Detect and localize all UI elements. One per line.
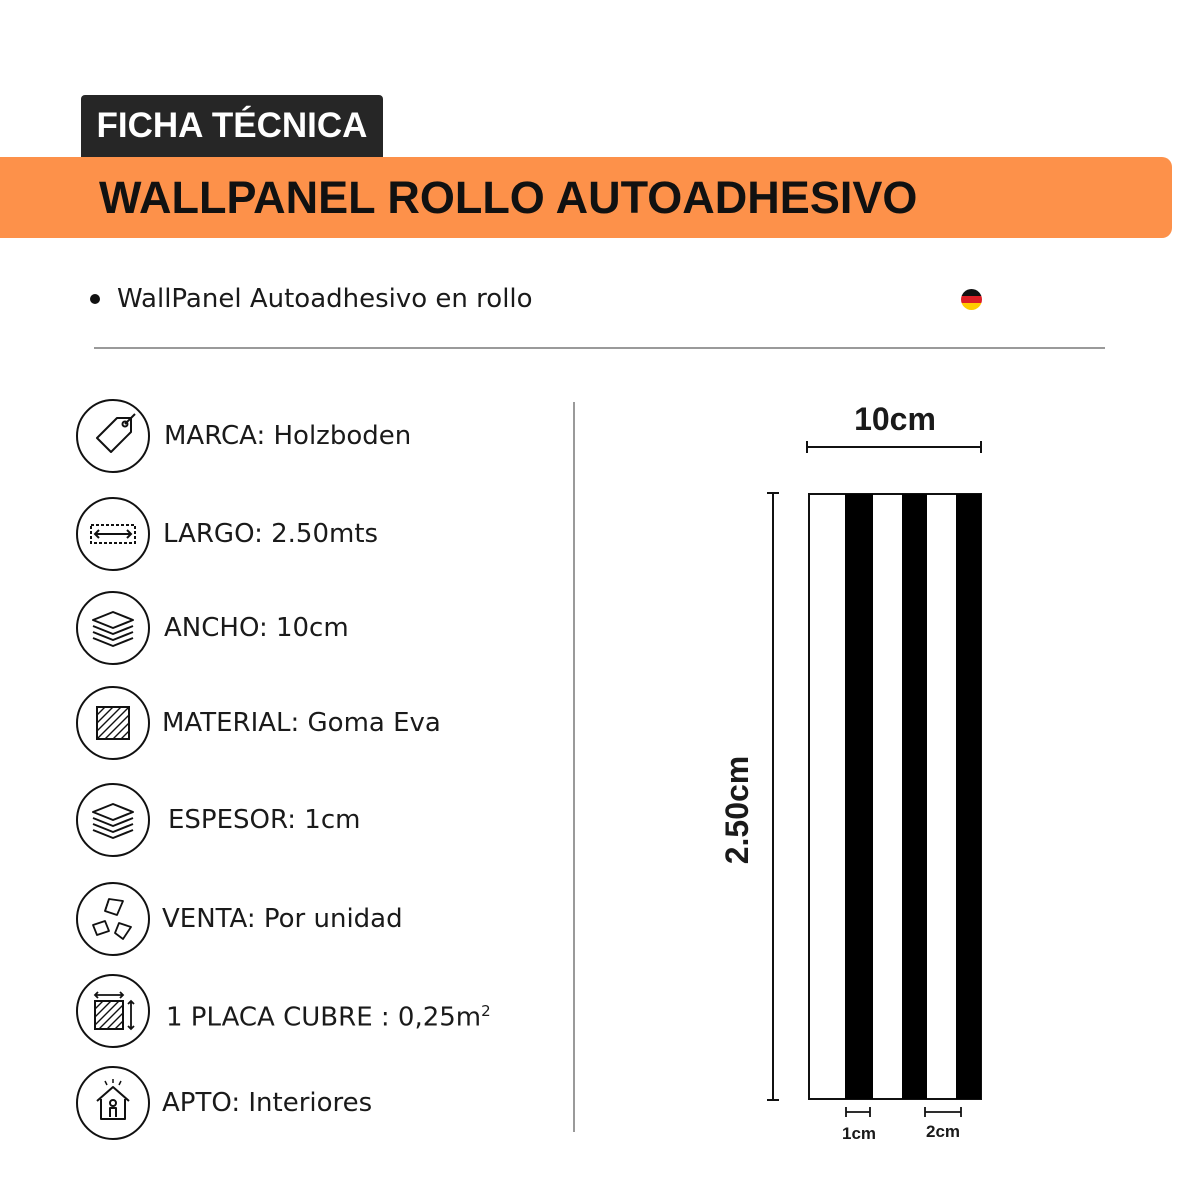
divider-vertical: [573, 402, 575, 1132]
ficha-tecnica-tag: FICHA TÉCNICA: [81, 95, 383, 157]
spec-item-cobertura: [76, 974, 556, 1050]
spec-item-apto: [76, 1066, 556, 1142]
length-measure-icon: [76, 497, 150, 571]
spec-item-largo: [76, 497, 556, 573]
spec-item-marca: [76, 399, 556, 475]
page-title: WALLPANEL ROLLO AUTOADHESIVO: [99, 172, 918, 223]
germany-flag-icon: [961, 289, 982, 310]
spec-item-material: [76, 686, 556, 762]
spec-label-apto: APTO: Interiores: [162, 1088, 373, 1118]
spec-label-material: MATERIAL: Goma Eva: [162, 708, 441, 738]
divider-horizontal: [94, 347, 1105, 349]
spec-label-venta: VENTA: Por unidad: [162, 904, 403, 934]
pieces-icon: [76, 882, 150, 956]
panel-outline: [809, 494, 981, 1099]
slat-dimension-label: 1cm: [841, 1124, 877, 1143]
spec-label-marca: MARCA: Holzboden: [164, 421, 412, 451]
width-dimension-label: 10cm: [854, 401, 936, 437]
layers-icon: [76, 591, 150, 665]
area-exponent: 2: [481, 1002, 491, 1020]
intro-bullet-text: WallPanel Autoadhesivo en rollo: [117, 284, 533, 314]
title-banner: [0, 157, 1172, 238]
spec-label-espesor: ESPESOR: 1cm: [168, 805, 361, 835]
panel-slat: [845, 494, 873, 1099]
spec-item-venta: [76, 882, 556, 958]
area-coverage-icon: [76, 974, 150, 1048]
spec-item-espesor: [76, 783, 556, 859]
spec-label-ancho: ANCHO: 10cm: [164, 613, 349, 643]
height-dimension-label: 2.50cm: [719, 755, 755, 865]
gap-dimension-label: 2cm: [925, 1122, 961, 1141]
spec-label-cobertura: 1 PLACA CUBRE : $0,25m^2$: [166, 1002, 491, 1033]
layers-icon: [76, 783, 150, 857]
panel-dimension-diagram: [700, 395, 1030, 1155]
texture-swatch-icon: [76, 686, 150, 760]
indoor-house-icon: [76, 1066, 150, 1140]
spec-label-largo: LARGO: 2.50mts: [163, 519, 379, 549]
bullet-icon: [90, 294, 100, 304]
panel-slat: [956, 494, 981, 1099]
price-tag-icon: [76, 399, 150, 473]
panel-slat: [902, 494, 927, 1099]
spec-item-ancho: [76, 591, 556, 667]
